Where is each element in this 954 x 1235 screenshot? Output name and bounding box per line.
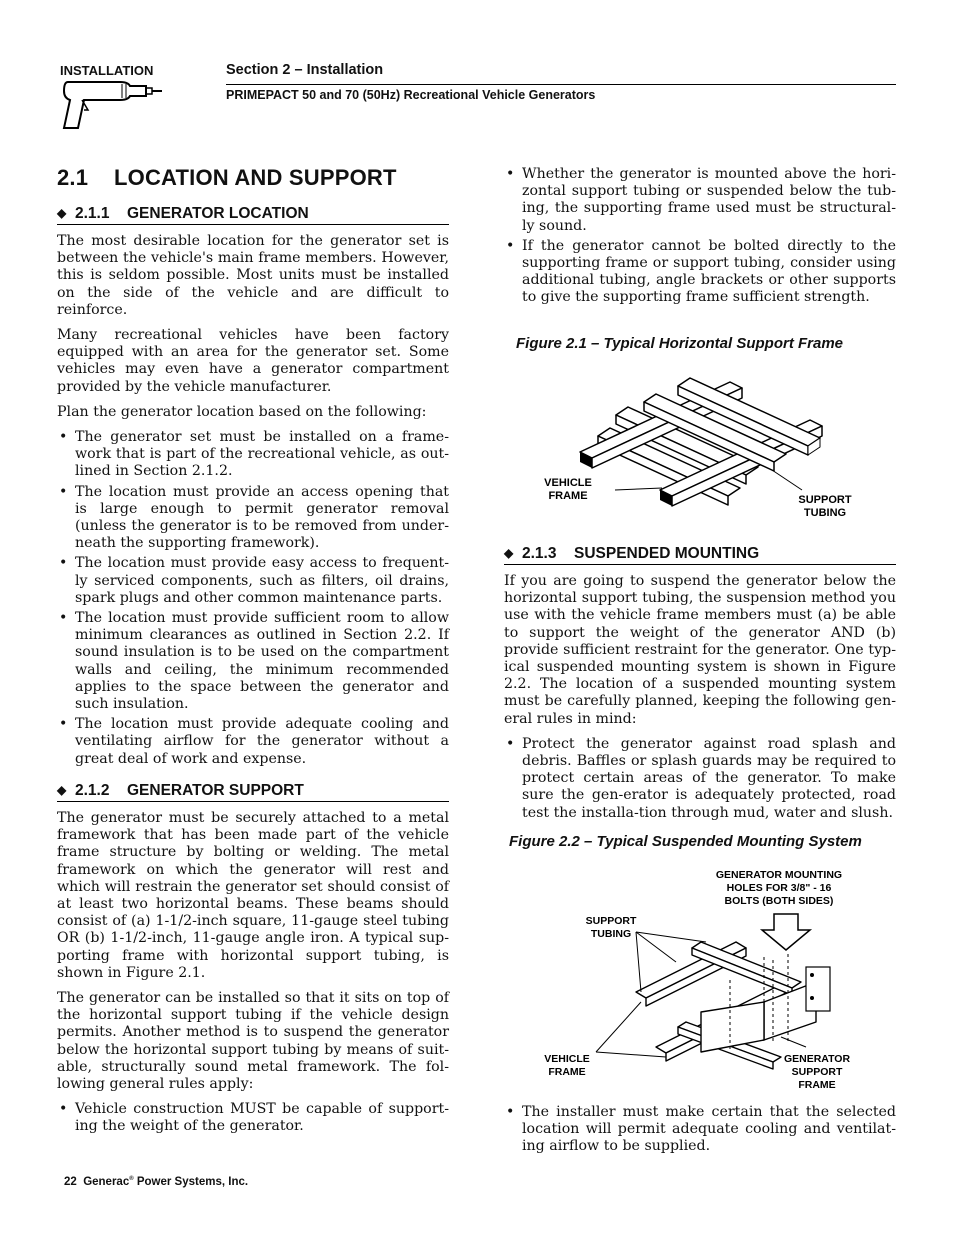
diamond-icon: ◆: [57, 206, 67, 220]
page-footer: [64, 1176, 248, 1188]
label-generator-frame-2: SUPPORT: [791, 1066, 843, 1078]
right-column-top: [504, 166, 896, 310]
list-item: • The location must provide sufficient room to allow minimum clearances as outlined in Section 2.2. If sound insulation is to be used on the compartment walls and ceiling, the minimum recommended applies to the space between the generator and such insulation.: [57, 610, 449, 713]
figure-2-2-drawing: [536, 862, 876, 1100]
list-item: • The location must provide an access opening that is large enough to permit generator removal (unless the generator is to be removed from under-neath the supporting framework).: [57, 484, 449, 553]
page-title: [57, 165, 397, 191]
right-column-bottom: [504, 1104, 896, 1159]
list-item: • The location must provide adequate cooling and ventilating airflow for the generator without a great deal of work and expense.: [57, 716, 449, 768]
paragraph: The most desirable location for the generator set is between the vehicle's main frame members. However, this is seldom possible. Most units must be installed on the side of the vehicle and are difficult to reinforce.: [57, 233, 449, 318]
section-label: Section 2 – Installation: [226, 62, 384, 78]
list-item: • The generator set must be installed on a frame-work that is part of the recreational vehicle, as out-lined in Section 2.1.2.: [57, 429, 449, 481]
list-item: • If the generator cannot be bolted directly to the supporting frame or support tubing, consider using additional tubing, angle brackets or other supports to give the supporting frame sufficient strength.: [504, 238, 896, 307]
label-support-tubing: SUPPORT: [798, 494, 852, 506]
right-column-mid: [504, 545, 896, 825]
paragraph: The generator can be installed so that it sits on top of the horizontal support tubing if the vehicle design permits. Another method is to suspend the generator below the horizontal support tubing by means of suit-able, structurally sound metal framework. The fol-lowing general rules apply:: [57, 989, 449, 1092]
bullet-list: [504, 166, 896, 307]
list-item: • Vehicle construction MUST be capable of support-ing the weight of the generator.: [57, 1101, 449, 1135]
header-rule: [226, 84, 896, 85]
document-subtitle: PRIMEPACT 50 and 70 (50Hz) Recreational Vehicle Generators: [226, 88, 596, 102]
list-item: • Protect the generator against road splash and debris. Baffles or splash guards may be required to protect certain areas of the generator. To make sure the gen-erator is adequately protected, road test the installa-tion through mud, water and slush.: [504, 736, 896, 822]
page-number: 22: [64, 1176, 77, 1188]
company-name-rest: Power Systems, Inc.: [136, 1176, 249, 1188]
section-2-1-1-heading: ◆ 2.1.1 GENERATOR LOCATION: [57, 205, 449, 225]
heading-title: LOCATION AND SUPPORT: [114, 165, 397, 190]
installation-logo: [58, 60, 168, 130]
label-mounting-holes-3: BOLTS (BOTH SIDES): [724, 895, 834, 907]
paragraph: Many recreational vehicles have been factory equipped with an area for the generator set. Some vehicles may even have a generator compartment provided by the vehicle manufacturer.: [57, 327, 449, 395]
label-support-tubing-2: TUBING: [803, 507, 847, 519]
label-support-tubing-2: TUBING: [590, 928, 632, 940]
diamond-icon: ◆: [504, 546, 514, 560]
left-column: [57, 205, 449, 1139]
logo-text: INSTALLATION: [60, 63, 154, 78]
bullet-list: [504, 736, 896, 822]
label-vehicle-frame: VEHICLE: [544, 477, 592, 489]
diamond-icon: ◆: [57, 782, 67, 797]
label-generator-frame-3: FRAME: [798, 1079, 836, 1091]
label-vehicle-frame-2: FRAME: [548, 490, 588, 502]
section-2-1-2-heading: ◆ 2.1.2 GENERATOR SUPPORT: [57, 782, 449, 802]
list-item: • The location must provide easy access to frequent-ly serviced components, such as filters, oil drains, spark plugs and other common maintenance parts.: [57, 555, 449, 607]
label-vehicle-frame-2: FRAME: [548, 1066, 586, 1078]
bullet-list: [57, 1101, 449, 1135]
label-mounting-holes: GENERATOR MOUNTING: [715, 869, 843, 881]
figure-2-2-caption: Figure 2.2 – Typical Suspended Mounting System: [509, 833, 862, 850]
bullet-list: [57, 429, 449, 768]
registered-mark: ®: [129, 1176, 134, 1183]
figure-2-1-drawing: [540, 372, 852, 522]
figure-2-1-caption: Figure 2.1 – Typical Horizontal Support Frame: [516, 335, 844, 352]
label-support-tubing: SUPPORT: [585, 915, 637, 927]
heading-number: 2.1: [57, 165, 89, 190]
paragraph: The generator must be securely attached to a metal framework that has been made part of the vehicle frame structure by bolting or welding. The metal framework on which the generator will rest and which will restrain the generator set should consist of at least two horizontal beams. These beams should consist of (a) 1-1/2-inch square, 11-gauge steel tubing OR (b) 1-1/2-inch, 11-gauge angle iron. A typical sup-porting frame with horizontal support tubing, is shown in Figure 2.1.: [57, 809, 449, 981]
label-mounting-holes-2: HOLES FOR 3/8" - 16: [726, 882, 832, 894]
list-item: • Whether the generator is mounted above the hori-zontal support tubing or suspended below the tub-ing, the supporting frame used must be structural-ly sound.: [504, 166, 896, 235]
list-item: • The installer must make certain that the selected location will permit adequate cooling and ventilat-ing airflow to be supplied.: [504, 1104, 896, 1156]
paragraph: If you are going to suspend the generator below the horizontal support tubing, the suspension method you use with the vehicle frame members must (a) be able to support the weight of the generator AND (b) provide sufficient restraint for the generator. One typ-ical suspended mounting system is shown in Figure 2.2. The location of a suspended mounting system must be carefully planned, keeping the following gen-eral rules in mind:: [504, 573, 896, 727]
label-vehicle-frame: VEHICLE: [544, 1053, 590, 1065]
bullet-list: [504, 1104, 896, 1156]
label-generator-frame: GENERATOR: [783, 1053, 851, 1065]
section-2-1-3-heading: ◆ 2.1.3 SUSPENDED MOUNTING: [504, 545, 896, 565]
paragraph: Plan the generator location based on the following:: [57, 403, 427, 420]
company-name: Generac: [83, 1176, 130, 1188]
